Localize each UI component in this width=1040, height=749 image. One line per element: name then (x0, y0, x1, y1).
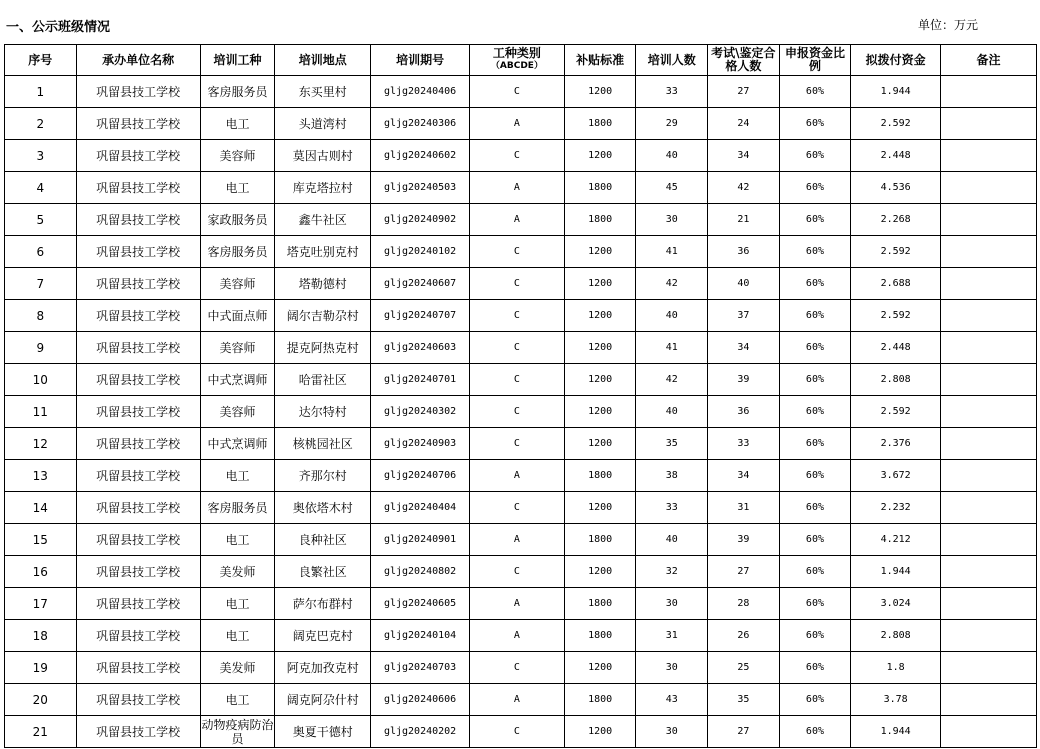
title-row (0, 0, 1040, 44)
cell-category: C (470, 396, 565, 428)
cell-org: 巩留县技工学校 (76, 524, 200, 556)
col-trade: 培训工种 (200, 45, 275, 76)
cell-funds: 2.448 (851, 332, 941, 364)
cell-org: 巩留县技工学校 (76, 492, 200, 524)
col-category-label: 工种类别 (492, 46, 541, 60)
cell-org: 巩留县技工学校 (76, 268, 200, 300)
cell-seq: 18 (5, 620, 77, 652)
cell-site: 阔克阿尕什村 (275, 684, 371, 716)
cell-remark (941, 556, 1037, 588)
cell-remark (941, 524, 1037, 556)
table-row (5, 268, 1037, 300)
col-remark: 备注 (941, 45, 1037, 76)
cell-remark (941, 236, 1037, 268)
cell-passed: 33 (708, 428, 780, 460)
cell-category: C (470, 364, 565, 396)
cell-seq: 10 (5, 364, 77, 396)
cell-trade: 客房服务员 (200, 492, 275, 524)
cell-org: 巩留县技工学校 (76, 364, 200, 396)
cell-remark (941, 364, 1037, 396)
cell-ratio: 60% (779, 364, 851, 396)
cell-site: 齐那尔村 (275, 460, 371, 492)
cell-passed: 36 (708, 396, 780, 428)
cell-site: 鑫牛社区 (275, 204, 371, 236)
cell-site: 核桃园社区 (275, 428, 371, 460)
cell-batch: gljg20240202 (371, 716, 470, 748)
cell-org: 巩留县技工学校 (76, 140, 200, 172)
cell-category: A (470, 108, 565, 140)
cell-passed: 24 (708, 108, 780, 140)
cell-funds: 2.688 (851, 268, 941, 300)
cell-batch: gljg20240503 (371, 172, 470, 204)
cell-ratio: 60% (779, 140, 851, 172)
cell-trade: 电工 (200, 588, 275, 620)
cell-trainees: 40 (636, 300, 708, 332)
cell-trade: 中式面点师 (200, 300, 275, 332)
cell-trade: 电工 (200, 684, 275, 716)
cell-seq: 4 (5, 172, 77, 204)
cell-trade: 客房服务员 (200, 236, 275, 268)
cell-funds: 2.376 (851, 428, 941, 460)
cell-trainees: 32 (636, 556, 708, 588)
cell-remark (941, 172, 1037, 204)
cell-passed: 34 (708, 332, 780, 364)
class-table (4, 44, 1037, 748)
cell-trainees: 40 (636, 396, 708, 428)
cell-trade: 美容师 (200, 268, 275, 300)
table-row (5, 492, 1037, 524)
table-row (5, 172, 1037, 204)
cell-subsidy: 1200 (564, 428, 636, 460)
cell-trainees: 41 (636, 332, 708, 364)
table-row (5, 460, 1037, 492)
cell-passed: 26 (708, 620, 780, 652)
cell-ratio: 60% (779, 76, 851, 108)
cell-trainees: 30 (636, 716, 708, 748)
cell-trade: 电工 (200, 460, 275, 492)
cell-subsidy: 1800 (564, 204, 636, 236)
cell-subsidy: 1200 (564, 652, 636, 684)
table-row (5, 76, 1037, 108)
cell-trade: 动物疫病防治员 (201, 717, 274, 746)
col-ratio: 申报资金比例 (779, 45, 851, 76)
table-row (5, 236, 1037, 268)
cell-remark (941, 492, 1037, 524)
cell-seq: 19 (5, 652, 77, 684)
col-category (470, 45, 565, 76)
cell-org: 巩留县技工学校 (76, 108, 200, 140)
cell-site: 阔克巴克村 (275, 620, 371, 652)
cell-passed: 40 (708, 268, 780, 300)
cell-seq: 12 (5, 428, 77, 460)
cell-category: A (470, 172, 565, 204)
cell-seq: 3 (5, 140, 77, 172)
cell-subsidy: 1800 (564, 588, 636, 620)
cell-trade: 美容师 (200, 396, 275, 428)
cell-funds: 2.808 (851, 364, 941, 396)
cell-batch: gljg20240102 (371, 236, 470, 268)
col-passed: 考试\鉴定合格人数 (708, 45, 780, 76)
cell-remark (941, 716, 1037, 748)
cell-seq: 16 (5, 556, 77, 588)
cell-trainees: 41 (636, 236, 708, 268)
cell-trainees: 38 (636, 460, 708, 492)
cell-batch: gljg20240701 (371, 364, 470, 396)
cell-batch: gljg20240603 (371, 332, 470, 364)
cell-trainees: 29 (636, 108, 708, 140)
cell-org: 巩留县技工学校 (76, 460, 200, 492)
cell-ratio: 60% (779, 524, 851, 556)
cell-batch: gljg20240306 (371, 108, 470, 140)
cell-site: 东买里村 (275, 76, 371, 108)
cell-passed: 25 (708, 652, 780, 684)
cell-seq: 13 (5, 460, 77, 492)
table-row (5, 556, 1037, 588)
cell-ratio: 60% (779, 108, 851, 140)
cell-trainees: 33 (636, 492, 708, 524)
cell-site: 库克塔拉村 (275, 172, 371, 204)
table-row (5, 620, 1037, 652)
cell-batch: gljg20240707 (371, 300, 470, 332)
cell-org: 巩留县技工学校 (76, 620, 200, 652)
cell-trainees: 42 (636, 268, 708, 300)
cell-subsidy: 1200 (564, 556, 636, 588)
cell-site: 头道湾村 (275, 108, 371, 140)
cell-org: 巩留县技工学校 (76, 588, 200, 620)
cell-ratio: 60% (779, 684, 851, 716)
unit-label: 单位：万元 (918, 18, 979, 32)
cell-remark (941, 332, 1037, 364)
cell-ratio: 60% (779, 620, 851, 652)
cell-ratio: 60% (779, 460, 851, 492)
table-row (5, 588, 1037, 620)
cell-passed: 27 (708, 716, 780, 748)
cell-category: C (470, 492, 565, 524)
cell-remark (941, 108, 1037, 140)
cell-batch: gljg20240302 (371, 396, 470, 428)
cell-category: A (470, 588, 565, 620)
cell-ratio: 60% (779, 716, 851, 748)
col-subsidy: 补贴标准 (564, 45, 636, 76)
table-row (5, 364, 1037, 396)
cell-remark (941, 76, 1037, 108)
cell-funds: 3.672 (851, 460, 941, 492)
cell-ratio: 60% (779, 204, 851, 236)
cell-org: 巩留县技工学校 (76, 556, 200, 588)
cell-category: C (470, 236, 565, 268)
cell-trainees: 30 (636, 588, 708, 620)
cell-site: 莫因古则村 (275, 140, 371, 172)
cell-trainees: 31 (636, 620, 708, 652)
cell-trainees: 40 (636, 524, 708, 556)
cell-seq: 20 (5, 684, 77, 716)
cell-site: 达尔特村 (275, 396, 371, 428)
cell-ratio: 60% (779, 236, 851, 268)
cell-batch: gljg20240901 (371, 524, 470, 556)
cell-subsidy: 1200 (564, 268, 636, 300)
table-header-row (5, 45, 1037, 76)
cell-seq: 14 (5, 492, 77, 524)
cell-trainees: 30 (636, 652, 708, 684)
cell-funds: 1.944 (851, 716, 941, 748)
cell-ratio: 60% (779, 428, 851, 460)
cell-trainees: 30 (636, 204, 708, 236)
cell-funds: 1.944 (851, 556, 941, 588)
cell-site: 阿克加孜克村 (275, 652, 371, 684)
cell-trade: 电工 (200, 172, 275, 204)
cell-subsidy: 1200 (564, 492, 636, 524)
cell-trade: 美容师 (200, 332, 275, 364)
table-row (5, 428, 1037, 460)
cell-subsidy: 1200 (564, 364, 636, 396)
cell-trainees: 42 (636, 364, 708, 396)
cell-subsidy: 1800 (564, 172, 636, 204)
table-row (5, 524, 1037, 556)
cell-batch: gljg20240903 (371, 428, 470, 460)
cell-trainees: 45 (636, 172, 708, 204)
cell-batch: gljg20240607 (371, 268, 470, 300)
cell-site: 哈雷社区 (275, 364, 371, 396)
cell-passed: 27 (708, 556, 780, 588)
cell-trade: 美发师 (200, 556, 275, 588)
cell-trade: 中式烹调师 (200, 428, 275, 460)
cell-subsidy: 1200 (564, 396, 636, 428)
cell-org: 巩留县技工学校 (76, 236, 200, 268)
col-org: 承办单位名称 (76, 45, 200, 76)
cell-batch: gljg20240606 (371, 684, 470, 716)
cell-remark (941, 652, 1037, 684)
table-body (5, 76, 1037, 748)
col-seq: 序号 (5, 45, 77, 76)
cell-funds: 3.78 (851, 684, 941, 716)
cell-remark (941, 620, 1037, 652)
cell-remark (941, 140, 1037, 172)
cell-passed: 31 (708, 492, 780, 524)
cell-passed: 39 (708, 524, 780, 556)
cell-site: 萨尔布群村 (275, 588, 371, 620)
cell-funds: 4.212 (851, 524, 941, 556)
cell-ratio: 60% (779, 588, 851, 620)
table-row (5, 396, 1037, 428)
cell-org: 巩留县技工学校 (76, 300, 200, 332)
cell-category: C (470, 140, 565, 172)
cell-trade: 家政服务员 (200, 204, 275, 236)
cell-org: 巩留县技工学校 (76, 204, 200, 236)
table-row (5, 332, 1037, 364)
table-row (5, 684, 1037, 716)
cell-funds: 2.232 (851, 492, 941, 524)
cell-site: 阔尔吉勒尕村 (275, 300, 371, 332)
col-site: 培训地点 (275, 45, 371, 76)
cell-passed: 27 (708, 76, 780, 108)
cell-trainees: 33 (636, 76, 708, 108)
cell-remark (941, 460, 1037, 492)
cell-trade: 客房服务员 (200, 76, 275, 108)
cell-site: 良种社区 (275, 524, 371, 556)
cell-org: 巩留县技工学校 (76, 76, 200, 108)
cell-batch: gljg20240602 (371, 140, 470, 172)
cell-category: C (470, 300, 565, 332)
cell-passed: 39 (708, 364, 780, 396)
cell-funds: 2.808 (851, 620, 941, 652)
cell-subsidy: 1800 (564, 108, 636, 140)
cell-category: C (470, 428, 565, 460)
cell-site: 塔勒德村 (275, 268, 371, 300)
cell-trade: 电工 (200, 620, 275, 652)
cell-site: 奥夏干德村 (275, 716, 371, 748)
cell-subsidy: 1200 (564, 76, 636, 108)
cell-trade: 美容师 (200, 140, 275, 172)
section-title: 一、公示班级情况 (6, 20, 111, 35)
cell-subsidy: 1800 (564, 684, 636, 716)
cell-category: C (470, 332, 565, 364)
cell-trainees: 35 (636, 428, 708, 460)
cell-category: C (470, 556, 565, 588)
cell-remark (941, 588, 1037, 620)
table-row (5, 140, 1037, 172)
cell-passed: 21 (708, 204, 780, 236)
col-funds: 拟拨付资金 (851, 45, 941, 76)
cell-org: 巩留县技工学校 (76, 716, 200, 748)
cell-ratio: 60% (779, 268, 851, 300)
cell-funds: 1.8 (851, 652, 941, 684)
table-row (5, 204, 1037, 236)
cell-batch: gljg20240605 (371, 588, 470, 620)
cell-site: 良繁社区 (275, 556, 371, 588)
table-row (5, 652, 1037, 684)
cell-subsidy: 1200 (564, 300, 636, 332)
cell-funds: 2.592 (851, 236, 941, 268)
cell-ratio: 60% (779, 332, 851, 364)
cell-seq: 9 (5, 332, 77, 364)
table-row (5, 716, 1037, 748)
cell-subsidy: 1200 (564, 332, 636, 364)
cell-category: C (470, 716, 565, 748)
cell-passed: 28 (708, 588, 780, 620)
cell-funds: 3.024 (851, 588, 941, 620)
cell-ratio: 60% (779, 556, 851, 588)
cell-seq: 1 (5, 76, 77, 108)
cell-funds: 2.592 (851, 300, 941, 332)
cell-seq: 2 (5, 108, 77, 140)
cell-ratio: 60% (779, 652, 851, 684)
cell-passed: 37 (708, 300, 780, 332)
cell-trade: 中式烹调师 (200, 364, 275, 396)
cell-batch: gljg20240406 (371, 76, 470, 108)
cell-seq: 5 (5, 204, 77, 236)
cell-category: A (470, 460, 565, 492)
cell-remark (941, 428, 1037, 460)
cell-org: 巩留县技工学校 (76, 428, 200, 460)
cell-subsidy: 1800 (564, 460, 636, 492)
cell-remark (941, 204, 1037, 236)
table-row (5, 300, 1037, 332)
cell-ratio: 60% (779, 396, 851, 428)
cell-category: A (470, 204, 565, 236)
cell-site: 提克阿热克村 (275, 332, 371, 364)
cell-trainees: 43 (636, 684, 708, 716)
cell-batch: gljg20240703 (371, 652, 470, 684)
cell-batch: gljg20240404 (371, 492, 470, 524)
cell-trade: 美发师 (200, 652, 275, 684)
cell-remark (941, 684, 1037, 716)
cell-seq: 15 (5, 524, 77, 556)
cell-batch: gljg20240802 (371, 556, 470, 588)
col-trainees: 培训人数 (636, 45, 708, 76)
cell-category: A (470, 620, 565, 652)
cell-remark (941, 300, 1037, 332)
cell-passed: 34 (708, 460, 780, 492)
cell-category: C (470, 76, 565, 108)
cell-ratio: 60% (779, 300, 851, 332)
col-category-sub: （ABCDE） (490, 61, 543, 71)
cell-site: 塔克吐别克村 (275, 236, 371, 268)
cell-seq: 11 (5, 396, 77, 428)
cell-passed: 35 (708, 684, 780, 716)
cell-remark (941, 268, 1037, 300)
cell-org: 巩留县技工学校 (76, 652, 200, 684)
cell-org: 巩留县技工学校 (76, 396, 200, 428)
cell-site: 奥依塔木村 (275, 492, 371, 524)
cell-passed: 34 (708, 140, 780, 172)
cell-remark (941, 396, 1037, 428)
cell-seq: 8 (5, 300, 77, 332)
cell-funds: 1.944 (851, 76, 941, 108)
cell-batch: gljg20240104 (371, 620, 470, 652)
cell-passed: 36 (708, 236, 780, 268)
cell-seq: 17 (5, 588, 77, 620)
cell-category: C (470, 652, 565, 684)
col-batch: 培训期号 (371, 45, 470, 76)
cell-subsidy: 1200 (564, 716, 636, 748)
cell-funds: 2.448 (851, 140, 941, 172)
cell-funds: 4.536 (851, 172, 941, 204)
cell-trade: 电工 (200, 108, 275, 140)
cell-trade: 电工 (200, 524, 275, 556)
cell-org: 巩留县技工学校 (76, 332, 200, 364)
cell-ratio: 60% (779, 492, 851, 524)
cell-ratio: 60% (779, 172, 851, 204)
cell-trainees: 40 (636, 140, 708, 172)
cell-subsidy: 1200 (564, 236, 636, 268)
cell-subsidy: 1200 (564, 140, 636, 172)
cell-funds: 2.592 (851, 108, 941, 140)
cell-category: C (470, 268, 565, 300)
cell-batch: gljg20240902 (371, 204, 470, 236)
cell-batch: gljg20240706 (371, 460, 470, 492)
cell-subsidy: 1800 (564, 620, 636, 652)
cell-category: A (470, 524, 565, 556)
cell-funds: 2.592 (851, 396, 941, 428)
cell-org: 巩留县技工学校 (76, 172, 200, 204)
cell-subsidy: 1800 (564, 524, 636, 556)
cell-funds: 2.268 (851, 204, 941, 236)
cell-seq: 7 (5, 268, 77, 300)
cell-passed: 42 (708, 172, 780, 204)
cell-org: 巩留县技工学校 (76, 684, 200, 716)
table-row (5, 108, 1037, 140)
cell-seq: 21 (5, 716, 77, 748)
cell-category: A (470, 684, 565, 716)
cell-seq: 6 (5, 236, 77, 268)
